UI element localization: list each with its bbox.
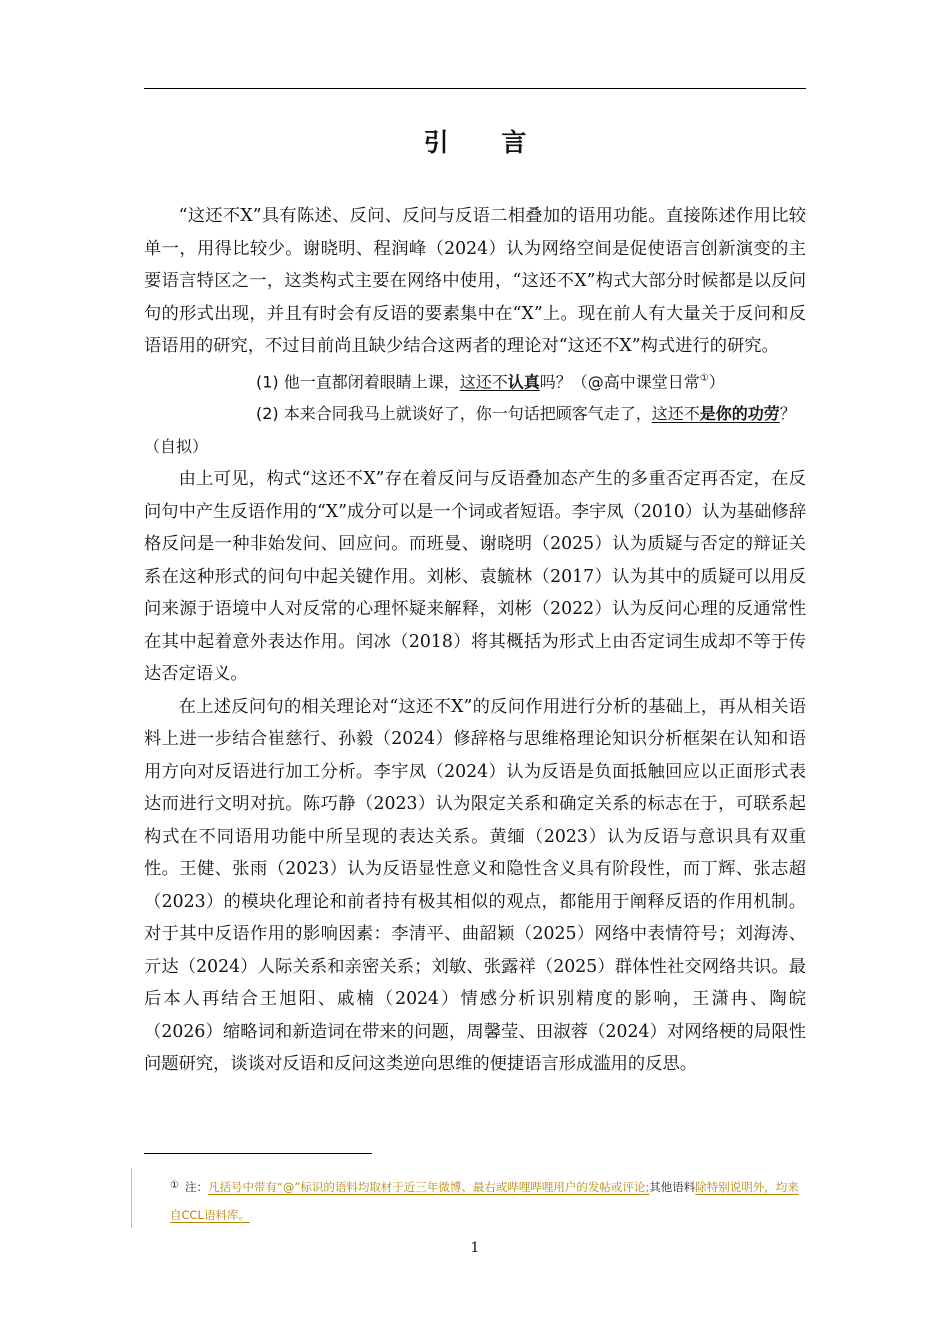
example-2-underline-bold-2: 你的功劳	[715, 404, 780, 424]
page-number: 1	[470, 1240, 480, 1256]
example-2-prefix: (2) 本来合同我马上就谈好了，你一句话把顾客气走了，	[256, 404, 652, 424]
footnote-separator	[144, 1153, 372, 1154]
paragraph-3: 在上述反问句的相关理论对“这还不X”的反问作用进行分析的基础上，再从相关语料上进一步结合崔慈行、孙毅（2024）修辞格与思维格理论知识分析框架在认知和语用方向对反语进行加工分析。李宇凤（2024）认为反语是负面抵触回应以正面形式表达而进行文明对抗。陈巧静（2023）认为限定关系和确定关系的标志在于，可联系起构式在不同语用功能中所呈现的表达关系。黄缅（2023）认为反语与意识具有双重性。王健、张雨（2023）认为反语显性意义和隐性含义具有阶段性，而丁辉、张志超（2023）的模块化理论和前者持有极其相似的观点，都能用于阐释反语的作用机制。对于其中反语作用的影响因素：李清平、曲韶颖（2025）网络中表情符号；刘海涛、亓达（2024）人际关系和亲密关系；刘敏、张露祥（2025）群体性社交网络共识。最后本人再结合王旭阳、戚楠（2024）情感分析识别精度的影响，王潇冉、陶皖（2026）缩略词和新造词在带来的问题，周馨莹、田淑蓉（2024）对网络梗的局限性问题研究，谈谈对反语和反问这类逆向思维的便捷语言形成滥用的反思。	[144, 696, 806, 1075]
footnote-highlight-2[interactable]: 除特别说明外，均来自CCL语料库。	[170, 1180, 799, 1222]
paragraph-2: 由上可见，构式“这还不X”存在着反问与反语叠加态产生的多重否定再否定，在反问句中产生反语作用的“X”成分可以是一个词或者短语。李宇凤（2010）认为基础修辞格反问是一种非始发问、回应问。而班曼、谢晓明（2025）认为质疑与否定的辩证关系在这种形式的问句中起关键作用。刘彬、袁毓林（2017）认为其中的质疑可以用反问来源于语境中人对反常的心理怀疑来解释，刘彬（2022）认为反问心理的反通常性在其中起着意外表达作用。闰冰（2018）将其概括为形式上由否定词生成却不等于传达否定语义。	[144, 469, 806, 685]
footnote-mark: ①	[170, 1180, 179, 1191]
example-2-underline-text: 这还不	[651, 404, 700, 424]
footnote-label: 注：	[184, 1180, 208, 1194]
example-1-prefix: (1) 他一直都闭着眼睛上课，	[256, 371, 460, 391]
footnote-highlight-1[interactable]: 凡括号中带有“@”标识的语料均取材于近三年微博、最右或哔哩哔哩用户的发帖或评论;	[207, 1180, 650, 1194]
example-2-underline-bold-1: 是	[699, 404, 716, 424]
section-title: 引 言	[423, 128, 549, 157]
paragraph-1: “这还不X”具有陈述、反问、反问与反语二相叠加的语用功能。直接陈述作用比较单一，用得比较少。谢晓明、程润峰（2024）认为网络空间是促使语言创新演变的主要语言特区之一，这类构式主要在网络中使用，“这还不X”构式大部分时候都是以反问句的形式出现，并且有时会有反语的要素集中在“X”上。现在前人有大量关于反问和反语语用的研究，不过目前尚且缺少结合这两者的理论对“这还不X”构式进行的研究。	[144, 206, 806, 356]
footnote	[170, 1172, 806, 1229]
example-1-close: ）	[708, 371, 725, 391]
example-1-underline-text: 这还不	[459, 371, 508, 391]
example-2-mid: ？	[779, 404, 796, 424]
footnote-ref-mark[interactable]: ①	[699, 372, 709, 384]
example-2-underline	[652, 404, 780, 423]
example-1-underline-bold: 认真	[507, 371, 540, 391]
body-text	[144, 200, 806, 1081]
example-2	[144, 398, 806, 463]
example-1	[144, 363, 806, 399]
footnote-margin-bar	[131, 1168, 132, 1228]
example-2-suffix: （自拟）	[144, 436, 209, 456]
header-rule	[144, 88, 806, 89]
example-1-underline	[460, 372, 540, 391]
example-1-suffix: 吗？（@高中课堂日常	[539, 371, 700, 391]
footnote-plain: 其他语料	[649, 1180, 696, 1194]
